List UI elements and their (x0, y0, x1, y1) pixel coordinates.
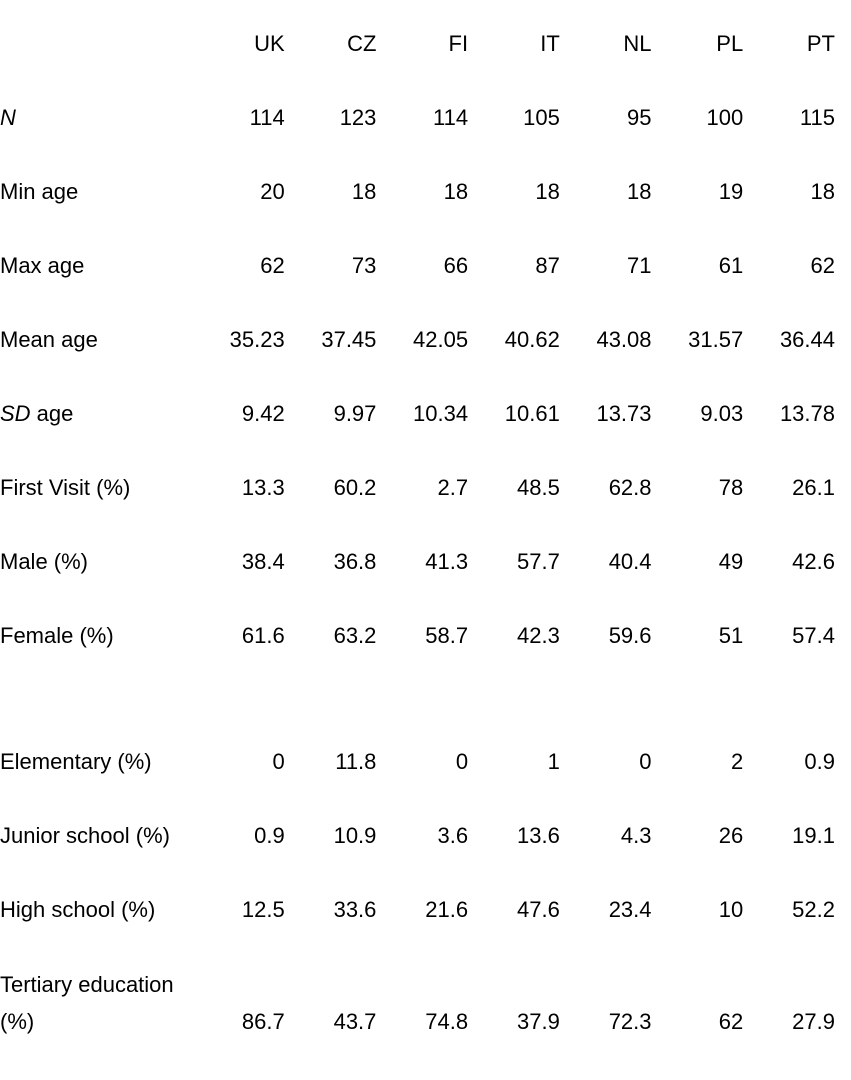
row-label (0, 873, 193, 947)
table-row-n (0, 81, 835, 155)
table-row-mean-age (0, 303, 835, 377)
column-header-fi: FI (448, 31, 469, 56)
table-cell: 23.4 (608, 897, 652, 922)
table-cell: 43.08 (596, 327, 652, 352)
row-label (0, 155, 193, 229)
table-cell: 9.03 (700, 401, 744, 426)
table-cell: 9.42 (241, 401, 285, 426)
row-label-italic: N (0, 105, 16, 130)
table-cell: 57.4 (792, 623, 835, 648)
table-cell: 2 (730, 749, 744, 774)
demographics-table (0, 7, 835, 1058)
table-cell: 18 (443, 179, 469, 204)
table-cell: 42.3 (516, 623, 560, 648)
row-label-text: Elementary (%) (0, 749, 152, 774)
table-row-elementary (0, 725, 835, 799)
column-header-it: IT (540, 31, 560, 56)
table-cell: 57.7 (516, 549, 560, 574)
table-cell: 95 (627, 105, 652, 130)
row-label-text: Min age (0, 179, 79, 204)
column-header-nl: NL (623, 31, 652, 56)
column-header-pt: PT (806, 31, 835, 56)
table-cell: 114 (433, 105, 469, 130)
table-cell: 115 (799, 105, 835, 130)
table-cell: 58.7 (425, 623, 469, 648)
table-cell: 13.78 (779, 401, 835, 426)
table-cell: 35.23 (229, 327, 285, 352)
table-cell: 42.05 (413, 327, 469, 352)
table-cell: 87 (535, 253, 560, 278)
table-row-sd-age (0, 377, 835, 451)
table-cell: 10.61 (504, 401, 560, 426)
table-cell: 20 (260, 179, 285, 204)
row-label-text: First Visit (%) (0, 475, 131, 500)
table-cell: 19.1 (792, 823, 835, 848)
table-row-first-visit (0, 451, 835, 525)
table-cell: 33.6 (333, 897, 377, 922)
header-row (0, 7, 835, 81)
table-cell: 60.2 (333, 475, 377, 500)
column-header-cz: CZ (347, 31, 377, 56)
column-header-pl: PL (716, 31, 744, 56)
table-cell: 59.6 (608, 623, 652, 648)
table-cell: 4.3 (620, 823, 652, 848)
row-label (0, 451, 193, 525)
header-empty-cell (0, 7, 193, 81)
spacer-row (0, 673, 835, 725)
table-row-female (0, 599, 835, 673)
table-cell: 18 (810, 179, 835, 204)
table-cell: 86.7 (241, 1009, 285, 1034)
table-cell: 27.9 (792, 1009, 835, 1034)
table-cell: 10.34 (413, 401, 469, 426)
table-cell: 61.6 (241, 623, 285, 648)
table-cell: 13.3 (241, 475, 285, 500)
column-header-uk: UK (254, 31, 285, 56)
table-cell: 12.5 (241, 897, 285, 922)
row-label (0, 525, 193, 599)
table-cell: 61 (718, 253, 744, 278)
table-cell: 62.8 (608, 475, 652, 500)
row-label (0, 229, 193, 303)
row-label-italic: SD (0, 401, 31, 426)
table-row-max-age (0, 229, 835, 303)
table-row-tertiary-education (0, 947, 835, 1058)
table-row-male (0, 525, 835, 599)
row-label (0, 599, 193, 673)
row-label-text: Junior school (%) (0, 823, 170, 848)
table-cell: 0 (639, 749, 652, 774)
row-label-line2: (%) (0, 1009, 35, 1034)
table-cell: 11.8 (335, 749, 377, 774)
table-cell: 52.2 (792, 897, 835, 922)
table-cell: 63.2 (333, 623, 377, 648)
table-cell: 0.9 (804, 749, 835, 774)
row-label-text: age (30, 401, 74, 426)
table-cell: 62 (260, 253, 285, 278)
table-cell: 78 (718, 475, 744, 500)
table-cell: 1 (547, 749, 560, 774)
table-cell: 74.8 (425, 1009, 469, 1034)
table-cell: 114 (249, 105, 285, 130)
table-cell: 0 (455, 749, 469, 774)
table-cell: 0 (272, 749, 285, 774)
table-cell: 73 (351, 253, 377, 278)
row-label-text: Male (%) (0, 549, 89, 574)
table-cell: 48.5 (516, 475, 560, 500)
table-cell: 10 (718, 897, 744, 922)
table-cell: 2.7 (437, 475, 469, 500)
table-cell: 51 (718, 623, 744, 648)
table-cell: 13.6 (516, 823, 560, 848)
table-cell: 38.4 (241, 549, 285, 574)
row-label (0, 303, 193, 377)
table-cell: 10.9 (333, 823, 377, 848)
row-label (0, 799, 193, 873)
table-cell: 18 (351, 179, 377, 204)
table-row-min-age (0, 155, 835, 229)
table-cell: 0.9 (254, 823, 285, 848)
table-cell: 31.57 (688, 327, 744, 352)
table-cell: 123 (339, 105, 377, 130)
table-cell: 18 (627, 179, 652, 204)
table-cell: 105 (523, 105, 560, 130)
table-cell: 3.6 (437, 823, 469, 848)
row-label (0, 81, 193, 155)
row-label-text: Female (%) (0, 623, 114, 648)
table-row-high-school (0, 873, 835, 947)
table-cell: 26 (718, 823, 744, 848)
table-cell: 13.73 (596, 401, 652, 426)
table-cell: 49 (718, 549, 744, 574)
table-cell: 40.4 (608, 549, 652, 574)
spacer-cell (0, 673, 835, 725)
table-cell: 42.6 (792, 549, 835, 574)
table-cell: 36.8 (333, 549, 377, 574)
table-cell: 62 (810, 253, 835, 278)
table-row-junior-school (0, 799, 835, 873)
row-label (0, 725, 193, 799)
row-label (0, 377, 193, 451)
table-cell: 37.45 (321, 327, 377, 352)
table-cell: 9.97 (333, 401, 377, 426)
table-cell: 37.9 (516, 1009, 560, 1034)
row-label-text: Max age (0, 253, 85, 278)
row-label-line1: Tertiary education (0, 972, 174, 997)
row-label-text: High school (%) (0, 897, 156, 922)
table-cell: 72.3 (608, 1009, 652, 1034)
table-cell: 41.3 (425, 549, 469, 574)
table-cell: 47.6 (516, 897, 560, 922)
row-label-text: Mean age (0, 327, 98, 352)
table-cell: 26.1 (792, 475, 835, 500)
table-cell: 71 (627, 253, 652, 278)
table-cell: 66 (443, 253, 469, 278)
table-cell: 18 (535, 179, 560, 204)
table-cell: 43.7 (333, 1009, 377, 1034)
row-label (0, 947, 193, 1058)
table-cell: 36.44 (779, 327, 835, 352)
table-cell: 100 (706, 105, 744, 130)
table-cell: 62 (718, 1009, 744, 1034)
table-cell: 21.6 (425, 897, 469, 922)
table-cell: 40.62 (504, 327, 560, 352)
table-cell: 19 (718, 179, 744, 204)
